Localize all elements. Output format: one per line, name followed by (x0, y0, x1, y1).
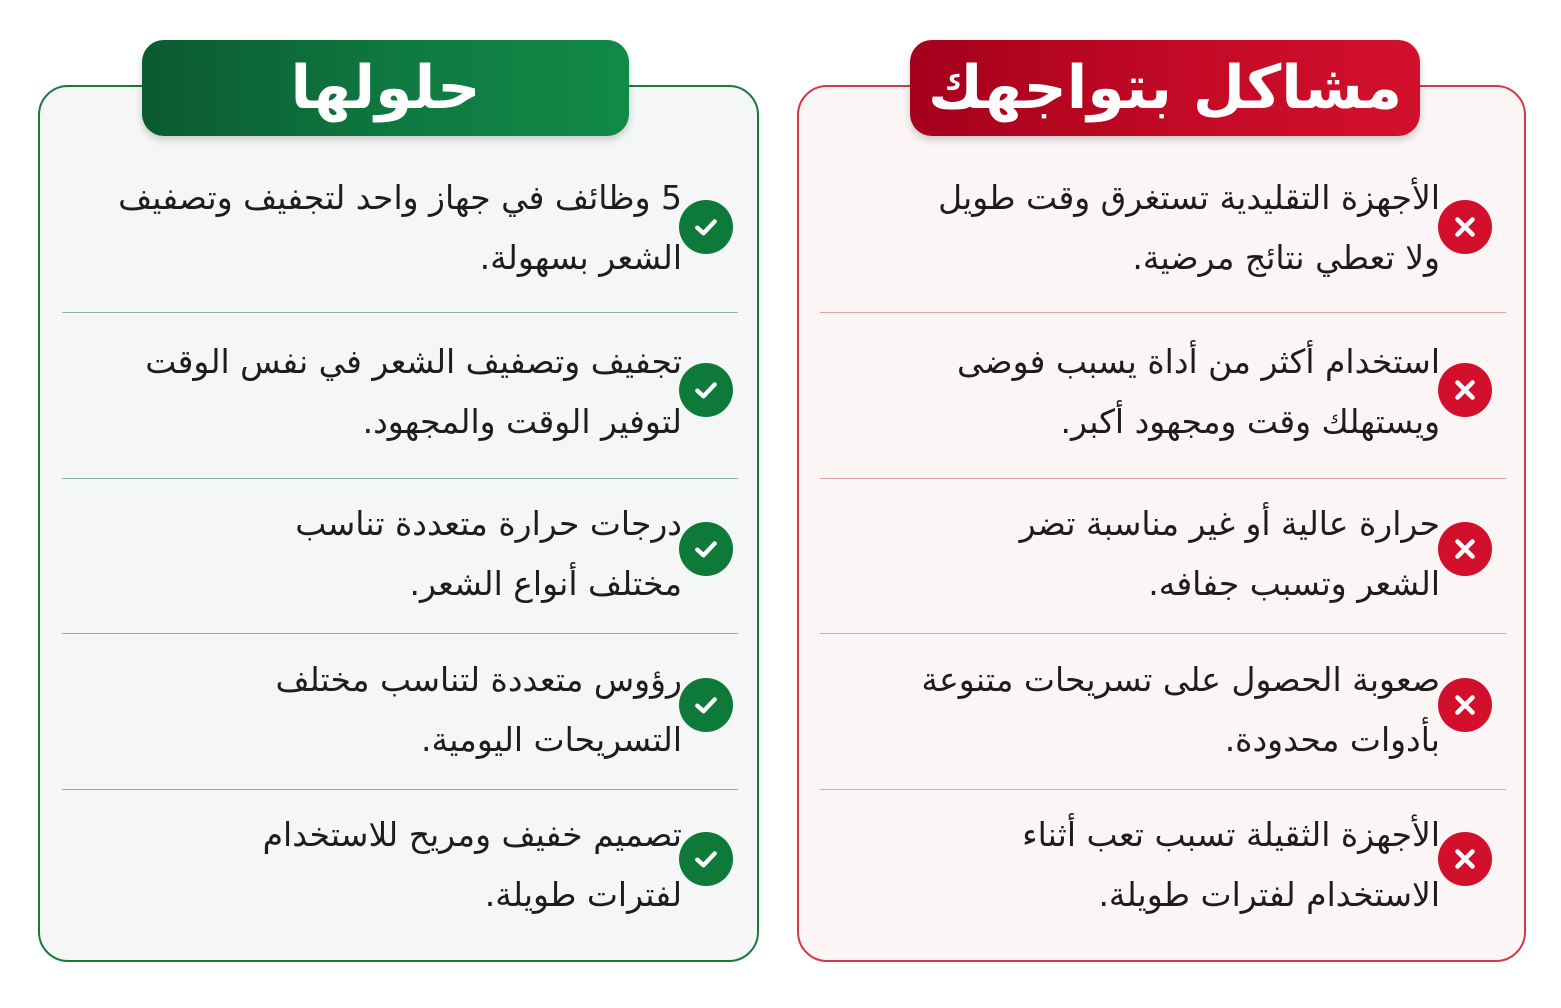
solution-item-2 (62, 314, 739, 469)
solution-item-4-line2: التسريحات اليومية. (421, 719, 682, 759)
problem-item-2-line2: ويستهلك وقت ومجهود أكبر. (1060, 401, 1440, 441)
problem-item-4 (820, 632, 1506, 787)
divider (820, 312, 1506, 313)
problem-item-2-line1: استخدام أكثر من أداة يسبب فوضى (957, 341, 1440, 381)
solution-item-4-line1: رؤوس متعددة لتناسب مختلف (275, 659, 682, 699)
check-circle-icon (679, 522, 733, 576)
problem-item-2 (820, 314, 1506, 469)
problem-item-5-line1: الأجهزة الثقيلة تسبب تعب أثناء (1022, 814, 1440, 854)
x-circle-icon (1438, 200, 1492, 254)
solution-item-3-line1: درجات حرارة متعددة تناسب (295, 503, 682, 543)
check-circle-icon (679, 363, 733, 417)
solution-item-2-line2: لتوفير الوقت والمجهود. (362, 401, 682, 441)
solution-item-2-line1: تجفيف وتصفيف الشعر في نفس الوقت (145, 341, 682, 381)
solutions-title: حلولها (142, 40, 629, 136)
problem-item-3-line2: الشعر وتسبب جفافه. (1148, 563, 1440, 603)
x-circle-icon (1438, 363, 1492, 417)
x-circle-icon (1438, 522, 1492, 576)
x-circle-icon (1438, 832, 1492, 886)
problem-item-1-line1: الأجهزة التقليدية تستغرق وقت طويل (938, 177, 1440, 217)
problem-item-3 (820, 476, 1506, 631)
check-circle-icon (679, 678, 733, 732)
divider (62, 312, 738, 313)
solution-item-5-line1: تصميم خفيف ومريح للاستخدام (262, 814, 682, 854)
solution-item-5-line2: لفترات طويلة. (484, 874, 682, 914)
problem-item-3-line1: حرارة عالية أو غير مناسبة تضر (1019, 503, 1440, 543)
x-circle-icon (1438, 678, 1492, 732)
problem-item-5 (820, 787, 1506, 942)
problem-item-1-line2: ولا تعطي نتائج مرضية. (1132, 237, 1440, 277)
solution-item-3 (62, 476, 739, 631)
solution-item-1 (62, 150, 739, 305)
solution-item-1-line1: 5 وظائف في جهاز واحد لتجفيف وتصفيف (118, 177, 682, 217)
check-circle-icon (679, 200, 733, 254)
check-circle-icon (679, 832, 733, 886)
solution-item-4 (62, 632, 739, 787)
problem-item-5-line2: الاستخدام لفترات طويلة. (1098, 874, 1440, 914)
solution-item-1-line2: الشعر بسهولة. (479, 237, 682, 277)
problems-title: مشاكل بتواجهك (910, 40, 1420, 136)
solution-item-5 (62, 787, 739, 942)
problem-item-4-line1: صعوبة الحصول على تسريحات متنوعة (921, 659, 1440, 699)
solution-item-3-line2: مختلف أنواع الشعر. (409, 563, 682, 603)
problem-item-1 (820, 150, 1506, 305)
problem-item-4-line2: بأدوات محدودة. (1224, 719, 1440, 759)
